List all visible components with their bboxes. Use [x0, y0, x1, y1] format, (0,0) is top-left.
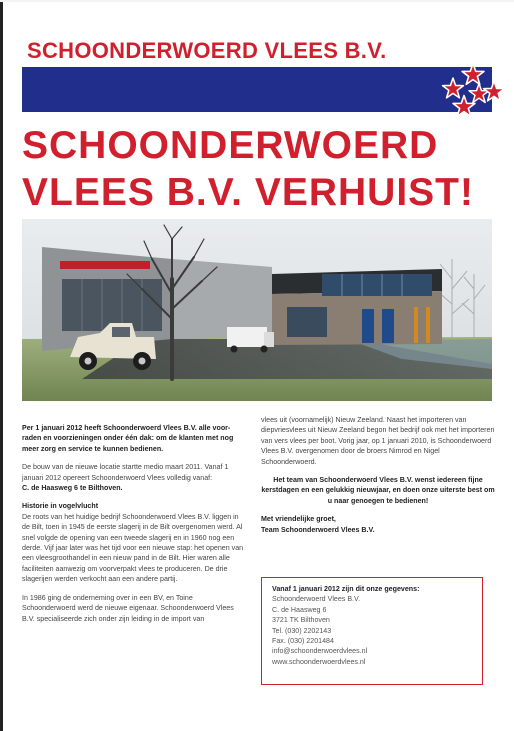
contact-street: C. de Haasweg 6 — [272, 605, 327, 614]
construction-address: C. de Haasweg 6 te Bilthoven. — [22, 484, 123, 493]
contact-city: 3721 TK Bilthoven — [272, 616, 330, 625]
contact-company: Schoonderwoerd Vlees B.V. — [272, 595, 361, 604]
history-text: De roots van het huidige bedrijf Schoonderwoerd Vlees B.V. liggen in de Bilt, toen in 1945 de eerste slagerij in de Bilt overgenomen werd. Al snel volgde de opening van een tweede slagerij en in 1960 nog een derde. Vijf jaar later was het tijd voor een nieuwe stap: het openen van een vleesgroothandel in een nieuw pand in de Bilt. Hier waren alle faciliteiten aanwezig om voorverpakt vlees te produceren. De drie slagerijen werden verkocht aan een andere partij. — [22, 512, 244, 584]
title-line-2: VLEES B.V. VERHUIST! — [22, 171, 474, 214]
history-heading: Historie in vogelvlucht — [22, 502, 99, 511]
brand-bar — [22, 67, 492, 112]
contact-phone: Tel. (030) 2202143 — [272, 626, 332, 635]
intro-paragraph: Per 1 januari 2012 heeft Schoonderwoerd Vlees B.V. alle voor-raden en voorzieningen onder één dak: om de klanten met nog meer zorg en service te kunnen bedienen. — [22, 424, 234, 453]
contact-email-link[interactable]: info@schoonderwoerdvlees.nl — [272, 647, 368, 656]
bv-paragraph: In 1986 ging de onderneming over in een BV, en Toine Schoonderwoerd werd de nieuwe eigenaar. Schoonderwoerd Vlees B.V. specialiseerde zich onder zijn leiding in de import van — [22, 593, 234, 623]
continuation-paragraph: vlees uit (voornamelijk) Nieuw Zeeland. Naast het importeren van diepvriesvlees uit Nieuw Zeeland begon het bedrijf ook met het importeren van vers vlees per boot. Vorig jaar, op 1 januari 2010, is Schoonderwoerd Vlees B.V. overgenomen door de broers Nimrod en Nigel Schoonderwoerd. — [261, 416, 495, 466]
construction-paragraph — [22, 462, 248, 493]
five-red-stars-icon — [436, 58, 508, 124]
page-top-edge — [0, 0, 514, 2]
article-left-column — [22, 423, 248, 632]
closing — [261, 514, 495, 535]
brand-title: SCHOONDERWOERD VLEES B.V. — [27, 38, 387, 63]
contact-website-link[interactable]: www.schoonderwoerdvlees.nl — [272, 657, 366, 666]
title-line-1: SCHOONDERWOERD — [22, 124, 439, 167]
building-rendering-image — [22, 219, 492, 401]
page-edge — [0, 0, 3, 731]
contact-box — [261, 577, 483, 685]
greeting: Met vriendelijke groet, — [261, 515, 336, 524]
construction-text: De bouw van de nieuwe locatie startte medio maart 2011. Vanaf 1 januari 2012 opereert Schoonderwoerd Vlees volledig vanaf: — [22, 463, 229, 482]
page-title — [22, 122, 502, 216]
contact-fax: Fax. (030) 2201484 — [272, 637, 334, 646]
signature: Team Schoonderwoerd Vlees B.V. — [261, 525, 375, 534]
contact-heading: Vanaf 1 januari 2012 zijn dit onze gegevens: — [272, 585, 420, 593]
wishes-paragraph: Het team van Schoonderwoerd Vlees B.V. wenst iedereen fijne kerstdagen en een gelukkig nieuwjaar, en doen onze uiterste best om u naar genoegen te bedienen! — [261, 476, 495, 505]
history-section — [22, 501, 248, 584]
article-right-column — [261, 415, 495, 543]
